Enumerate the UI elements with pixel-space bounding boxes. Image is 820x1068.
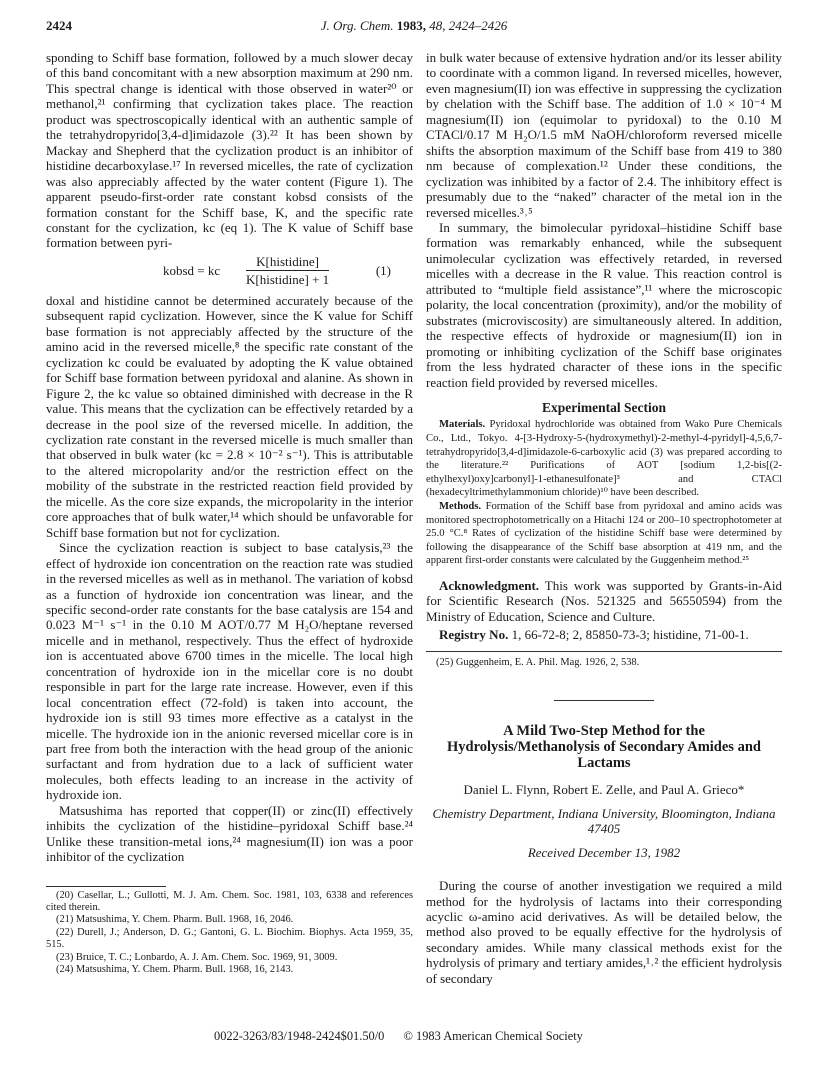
equation-lhs: kobsd = kc xyxy=(163,262,221,278)
registry-divider xyxy=(426,651,782,652)
equation-numerator: K[histidine] xyxy=(246,254,329,271)
footer-code: 0022-3263/83/1948-2424$01.50/0 xyxy=(214,1029,385,1043)
reference-24: (24) Matsushima, Y. Chem. Pharm. Bull. 1968, 16, 2143. xyxy=(56,964,294,976)
methods-paragraph xyxy=(426,500,782,568)
paragraph-schiff-cyclization: sponding to Schiff base formation, followed by a much slower decay of this band concomitant with a new absorption maximum at 290 nm. This spectral change is identical with those observed in water²⁰ or methanol,²¹ confirming that cyclization takes place. The reaction product was spectroscopically identical with an authentic sample of the tetrahydropyrido[3,4-d]imidazole (3).²² It has been shown by Mackay and Shepherd that the cyclization product is an inhibitor of histidine decarboxylase.¹⁷ In reversed micelles, the rate of cyclization was also appreciably affected by the water content (Figure 1). The apparent pseudo-first-order rate constant kobsd consists of the formation constant for the Schiff base, K, and the specific rate constant for the cyclization, kc (eq 1). The K value of Schiff base formation between pyri- xyxy=(46,50,413,251)
experimental-heading: Experimental Section xyxy=(541,399,667,415)
registry-text: 1, 66-72-8; 2, 85850-73-3; histidine, 71-00-1. xyxy=(511,627,749,643)
journal-pages: 2424–2426 xyxy=(448,18,508,33)
reference-20: (20) Casellar, L.; Gullotti, M. J. Am. Chem. Soc. 1981, 103, 6338 and references cited therein. xyxy=(46,889,413,914)
registry-paragraph xyxy=(426,627,782,642)
equation-denominator: K[histidine] + 1 xyxy=(246,272,330,288)
materials-paragraph xyxy=(426,418,782,500)
paragraph-base-catalysis: Since the cyclization reaction is subject to base catalysis,²³ the effect of hydroxide ion concentration on the reaction rate was studied in the reversed micelles as well as in methanol. The variation of kobsd as a function of hydroxide ion concentration was linear, and the specific second-order rate constants for the base catalysis are 154 and 0.023 M⁻¹ s⁻¹ in the 0.10 M AOT/0.77 M H₂O/heptane reversed micelle and in methanol, respectively. Thus the effect of hydroxide ion is accentuated above 6700 times in the micelle. The local high concentration of hydroxide ion in the micellar core is no doubt responsible in part for the large rate increase. However, even if this local concentration effect (72-fold) is taken into account, the hydroxide ion is still 93 times more effective as a catalyst in the micelle. The hydroxide ion in the anionic reversed micellar core is in part free from both the interaction with the head group of the anionic surfactant and from hydration due to a lack of sufficient water molecules, both effects leading to an increase in the activity of hydroxide ion. xyxy=(46,540,413,803)
reference-25: (25) Guggenheim, E. A. Phil. Mag. 1926, 2, 538. xyxy=(436,656,640,668)
footnote-divider xyxy=(46,886,166,887)
page-number: 2424 xyxy=(46,18,72,33)
equation-number: (1) xyxy=(375,262,391,278)
methods-label: Methods. xyxy=(439,500,482,512)
equation-1 xyxy=(46,254,413,288)
journal-volume: 48, xyxy=(429,18,446,33)
paragraph-rate-constant: doxal and histidine cannot be determined accurately because of the subsequent rapid cyclization. However, since the K value for Schiff base formation is not appreciably affected by the structure of the amino acid in the reversed micelle,⁸ the specific rate constant of the cyclization kc could be evaluated by adopting the K value obtained for Schiff base formation between pyridoxal and alanine. As shown in Figure 2, the kc value so obtained diminished with decrease in the R value. This means that the cyclization can be effectively retarded by a decrease in the pool size of the reversed micelle. In addition, the cyclization rate constant in the reversed micelle is much smaller than that observed in bulk water (kc = 2.8 × 10⁻² s⁻¹). This is attributable to the altered micropolarity and/or the restriction effect on the mobility of the substrate in the restricted reaction field provided by the micelle. As the core size expands, the micropolarity in the interior core approaches that of bulk water,¹⁴ which should be unfavorable for Schiff base formation but not for cyclization. xyxy=(46,292,413,540)
paragraph-introduction: During the course of another investigation we required a mild method for the hydrolysis of lactams into their corresponding acyclic ω-amino acid derivatives. As will be detailed below, the method also proved to be equally effective for the hydrolysis of secondary amides. While many classical methods exist for the hydrolysis of primary and tertiary amides,¹˒² the efficient hydrolysis of secondary xyxy=(426,878,782,986)
paragraph-summary: In summary, the bimolecular pyridoxal–histidine Schiff base formation was remarkably enhanced, while the subsequent unimolecular cyclization was effectively retarded, in reversed micelles with a decrease in the R value. This reaction control is attributed to “multiple field assistance”,¹¹ where the microscopic polarity, the local concentration (proximity), and/or the mobility of substrates (microviscosity) are simultaneously altered. In addition, the respective effects of hydroxide or magnesium(II) ion in promoting or inhibiting cyclization of the Schiff base originates from the less hydrated character of these ions in the specific reaction field provided by reversed micelles. xyxy=(426,219,782,390)
paragraph-metal-inhibition: Matsushima has reported that copper(II) or zinc(II) effectively inhibits the cyclization of the histidine–pyridoxal Schiff base.²⁴ Unlike these transition-metal ions,²⁴ magnesium(II) ion was a poor inhibitor of the cyclization xyxy=(46,802,413,865)
journal-citation xyxy=(46,18,782,34)
reference-23: (23) Bruice, T. C.; Lonbardo, A. J. Am. Chem. Soc. 1969, 91, 3009. xyxy=(56,951,338,963)
experimental-body xyxy=(426,418,782,568)
reference-22: (22) Durell, J.; Anderson, D. G.; Gantoni, G. L. Biochim. Biophys. Acta 1959, 35, 515. xyxy=(46,926,413,951)
journal-year: 1983, xyxy=(396,18,427,33)
materials-text: Pyridoxal hydrochloride was obtained from Wako Pure Chemicals Co., Ltd., Tokyo. 4-[3-Hydroxy-5-(hydroxymethyl)-2-methyl-4-pyridyl]-4,5,6,7-tetrahydropyrido[3,4-d]imidazole-6-carboxylic acid (3) was prepared according to the literature.²² Purifications of AOT [sodium 1,2-bis[(2-ethylhexyl)oxy]carbonyl]-1-ethanesulfonate]³ and CTACl (hexadecyltrimethylammonium chloride)¹⁰ have been described. xyxy=(426,419,782,499)
running-header xyxy=(46,18,782,38)
footer-copyright: © 1983 American Chemical Society xyxy=(403,1029,583,1043)
article-affiliation: Chemistry Department, Indiana University, Bloomington, Indiana 47405 xyxy=(432,805,776,836)
paragraph-magnesium: in bulk water because of extensive hydration and/or its lesser ability to coordinate with a common ligand. In reversed micelles, however, even magnesium(II) ion was effective in suppressing the cyclization by chelation with the Schiff base. The addition of 1.0 × 10⁻⁴ M magnesium(II) ion (equimolar to pyridoxal) to the 0.10 M CTACl/0.17 M H₂O/1.5 mM NaOH/chloroform reversed micelle shifts the absorption maximum of the Schiff base from 419 to 380 nm because of complexation.¹² Under these conditions, the cyclization was inhibited by a factor of 2.4. The inhibitory effect is presumably due to the “naked” character of the metal ion in the reversed micelles.³˒⁵ xyxy=(426,50,782,220)
methods-text: Formation of the Schiff base from pyridoxal and amino acids was monitored spectrophotometrically on a Hitachi 124 or 200–10 spectrophotometer at 25.0 °C.⁸ Rates of cyclization of the histidine Schiff base were determined by following the disappearance of the Schiff base absorption at 419 nm, and the apparent first-order constants were calculated by the Guggenheim method.²⁵ xyxy=(426,500,782,567)
page-footer xyxy=(214,1029,599,1044)
article-divider xyxy=(554,700,654,701)
registry-label: Registry No. xyxy=(439,627,509,643)
acknowledgment-label: Acknowledgment. xyxy=(439,577,540,593)
acknowledgment-paragraph xyxy=(426,578,782,624)
acknowledgment-text: This work was supported by Grants-in-Aid for Scientific Research (Nos. 521325 and 56550594) from the Ministry of Education, Science and Culture. xyxy=(426,577,783,624)
article-authors: Daniel L. Flynn, Robert E. Zelle, and Paul A. Grieco* xyxy=(463,782,745,798)
right-column xyxy=(426,50,782,986)
footnote-reference-25 xyxy=(426,657,782,669)
journal-name: J. Org. Chem. xyxy=(320,18,394,33)
footnote-references xyxy=(46,890,413,977)
left-column xyxy=(46,50,413,977)
article-title: A Mild Two-Step Method for the Hydrolysis/Methanolysis of Secondary Amides and Lactams xyxy=(447,723,761,772)
reference-21: (21) Matsushima, Y. Chem. Pharm. Bull. 1968, 16, 2046. xyxy=(56,914,294,926)
equation-fraction xyxy=(246,254,329,288)
received-date: Received December 13, 1982 xyxy=(527,844,681,860)
materials-label: Materials. xyxy=(439,419,486,431)
